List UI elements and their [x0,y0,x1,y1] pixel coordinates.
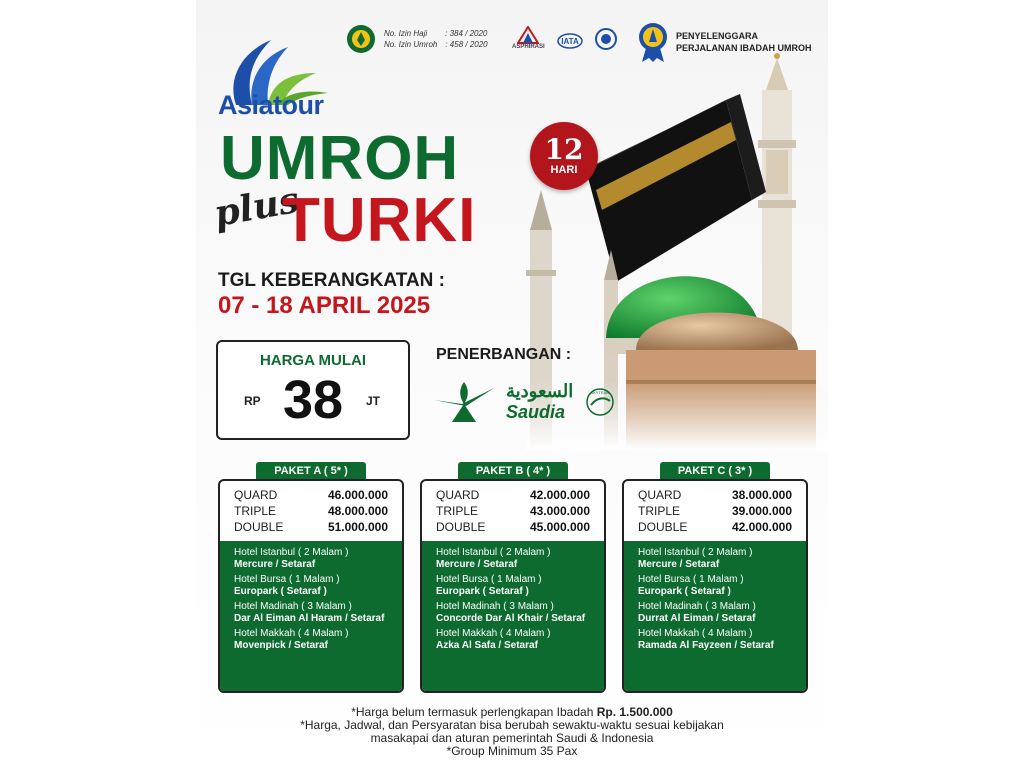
umroh-poster [196,0,828,768]
hotel-city: Hotel Bursa ( 1 Malam ) [638,574,744,585]
package-b-hotels [422,541,604,691]
rate-room: QUARD [638,488,682,502]
hotel-city: Hotel Madinah ( 3 Malam ) [638,601,756,612]
asphirasi-label: ASPHIRASI [512,44,545,50]
note-2: *Harga, Jadwal, dan Persyaratan bisa berubah sewaktu-waktu sesuai kebijakan [300,718,724,732]
hotel-item [436,547,594,570]
package-c-hotels [624,541,806,691]
hotel-city: Hotel Istanbul ( 2 Malam ) [638,547,753,558]
brand-name: Asiatour [218,90,324,120]
organizer-text: PENYELENGGARA PERJALANAN IBADAH UMROH [676,31,812,53]
permit-umroh-label: No. Izin Umroh [384,40,438,49]
hotel-item [234,574,392,597]
rate-row [234,519,388,535]
note-1-text: *Harga belum termasuk perlengkapan Ibadah [351,705,594,719]
skyteam-icon [583,385,617,419]
package-b-title: PAKET B ( 4* ) [458,462,568,480]
note-3: masakapai dan aturan pemerintah Saudi & Indonesia [370,731,654,745]
price-amount: 38 [282,370,344,430]
hotel-city: Hotel Madinah ( 3 Malam ) [436,601,554,612]
flight-label: PENERBANGAN : [436,346,572,363]
note-1-amount: Rp. 1.500.000 [596,705,673,719]
rate-room: DOUBLE [638,520,688,534]
hotel-city: Hotel Istanbul ( 2 Malam ) [234,547,349,558]
duration-unit: HARI [550,164,578,176]
package-c-rates [624,481,806,541]
rate-price: 46.000.000 [327,488,388,502]
package-a-rates [220,481,402,541]
hotel-name: Mercure / Setaraf [436,559,518,570]
rate-price: 48.000.000 [327,504,388,518]
rate-room: QUARD [234,488,278,502]
emblem-logo-icon [595,28,617,50]
package-a [218,462,404,693]
hotel-name: Ramada Al Fayzeen / Setaraf [638,640,774,651]
rate-price: 42.000.000 [529,488,590,502]
hotel-city: Hotel Makkah ( 4 Malam ) [234,628,349,639]
iata-logo-text: IATA [560,37,579,46]
rate-row [436,503,590,519]
saudia-emblem-icon [432,380,496,424]
hotel-name: Movenpick / Setaraf [234,640,328,651]
rate-price: 51.000.000 [327,520,388,534]
rate-price: 39.000.000 [731,504,792,518]
hotel-city: Hotel Bursa ( 1 Malam ) [234,574,340,585]
rate-price: 43.000.000 [529,504,590,518]
hotel-city: Hotel Bursa ( 1 Malam ) [436,574,542,585]
kaaba [586,94,766,282]
asphirasi-logo [512,26,545,50]
hotel-name: Europark ( Setaraf ) [234,586,327,597]
duration-number: 12 [544,133,584,166]
departure-date: 07 - 18 APRIL 2025 [218,292,431,319]
package-c-card [622,479,808,693]
rate-row [638,487,792,503]
permit-numbers [384,28,488,50]
hotel-item [234,547,392,570]
rate-row [638,503,792,519]
saudia-arabic-name: السعودية [506,381,574,401]
departure-label: TGL KEBERANGKATAN : [218,270,445,291]
hotel-name: Mercure / Setaraf [638,559,720,570]
hotel-city: Hotel Makkah ( 4 Malam ) [638,628,753,639]
rate-room: DOUBLE [234,520,284,534]
rate-room: TRIPLE [638,504,681,518]
rate-room: DOUBLE [436,520,486,534]
skyteam-label: SKYTEAM [590,390,610,395]
permit-block [346,24,488,54]
hotel-name: Europark ( Setaraf ) [638,586,731,597]
rate-room: QUARD [436,488,480,502]
hotel-city: Hotel Istanbul ( 2 Malam ) [436,547,551,558]
iata-logo [557,32,583,50]
hotel-name: Azka Al Safa / Setaraf [436,640,538,651]
saudia-name: Saudia [506,402,566,422]
hotel-city: Hotel Makkah ( 4 Malam ) [436,628,551,639]
hotel-name: Mercure / Setaraf [234,559,316,570]
price-currency: RP [244,394,261,408]
hotel-item [436,574,594,597]
rate-room: TRIPLE [436,504,479,518]
hotel-item [638,628,796,651]
saudia-logo [432,380,617,424]
footnotes [196,706,828,758]
package-b [420,462,606,693]
hotel-item [436,601,594,624]
permit-umroh-value: : 458 / 2020 [445,40,488,49]
rate-row [638,519,792,535]
rate-price: 42.000.000 [731,520,792,534]
iata-logo-icon [557,32,583,50]
package-c-title: PAKET C ( 3* ) [660,462,770,480]
title-plus: plus [211,178,303,236]
starting-price-box [216,340,410,440]
rate-row [234,503,388,519]
emblem-logo [595,28,617,50]
duration-badge [530,122,598,190]
permit-haji-label: No. Izin Haji [384,29,428,38]
package-b-rates [422,481,604,541]
rate-price: 38.000.000 [731,488,792,502]
title-turki: TURKI [282,186,477,255]
title-umroh: UMROH [220,124,460,193]
price-label: HARGA MULAI [259,352,367,369]
rate-price: 45.000.000 [529,520,590,534]
package-c [622,462,808,693]
hotel-name: Europark ( Setaraf ) [436,586,529,597]
package-b-card [420,479,606,693]
price-unit: JT [365,394,380,408]
ministry-emblem-icon [346,24,376,54]
hotel-item [638,574,796,597]
rate-room: TRIPLE [234,504,277,518]
hotel-name: Concorde Dar Al Khair / Setaraf [436,613,586,624]
hotel-name: Dar Al Eiman Al Haram / Setaraf [234,613,385,624]
package-a-card [218,479,404,693]
asphirasi-logo-icon [517,26,539,44]
permit-haji-value: : 384 / 2020 [445,29,488,38]
hotel-item [638,601,796,624]
hotel-item [234,601,392,624]
package-a-hotels [220,541,402,691]
hotel-name: Durrat Al Eiman / Setaraf [638,613,756,624]
package-a-title: PAKET A ( 5* ) [256,462,366,480]
note-4: *Group Minimum 35 Pax [446,744,578,758]
hotel-item [638,547,796,570]
hotel-item [436,628,594,651]
rate-row [436,519,590,535]
hotel-city: Hotel Madinah ( 3 Malam ) [234,601,352,612]
rate-row [234,487,388,503]
association-logos [512,26,617,50]
rate-row [436,487,590,503]
hotel-item [234,628,392,651]
